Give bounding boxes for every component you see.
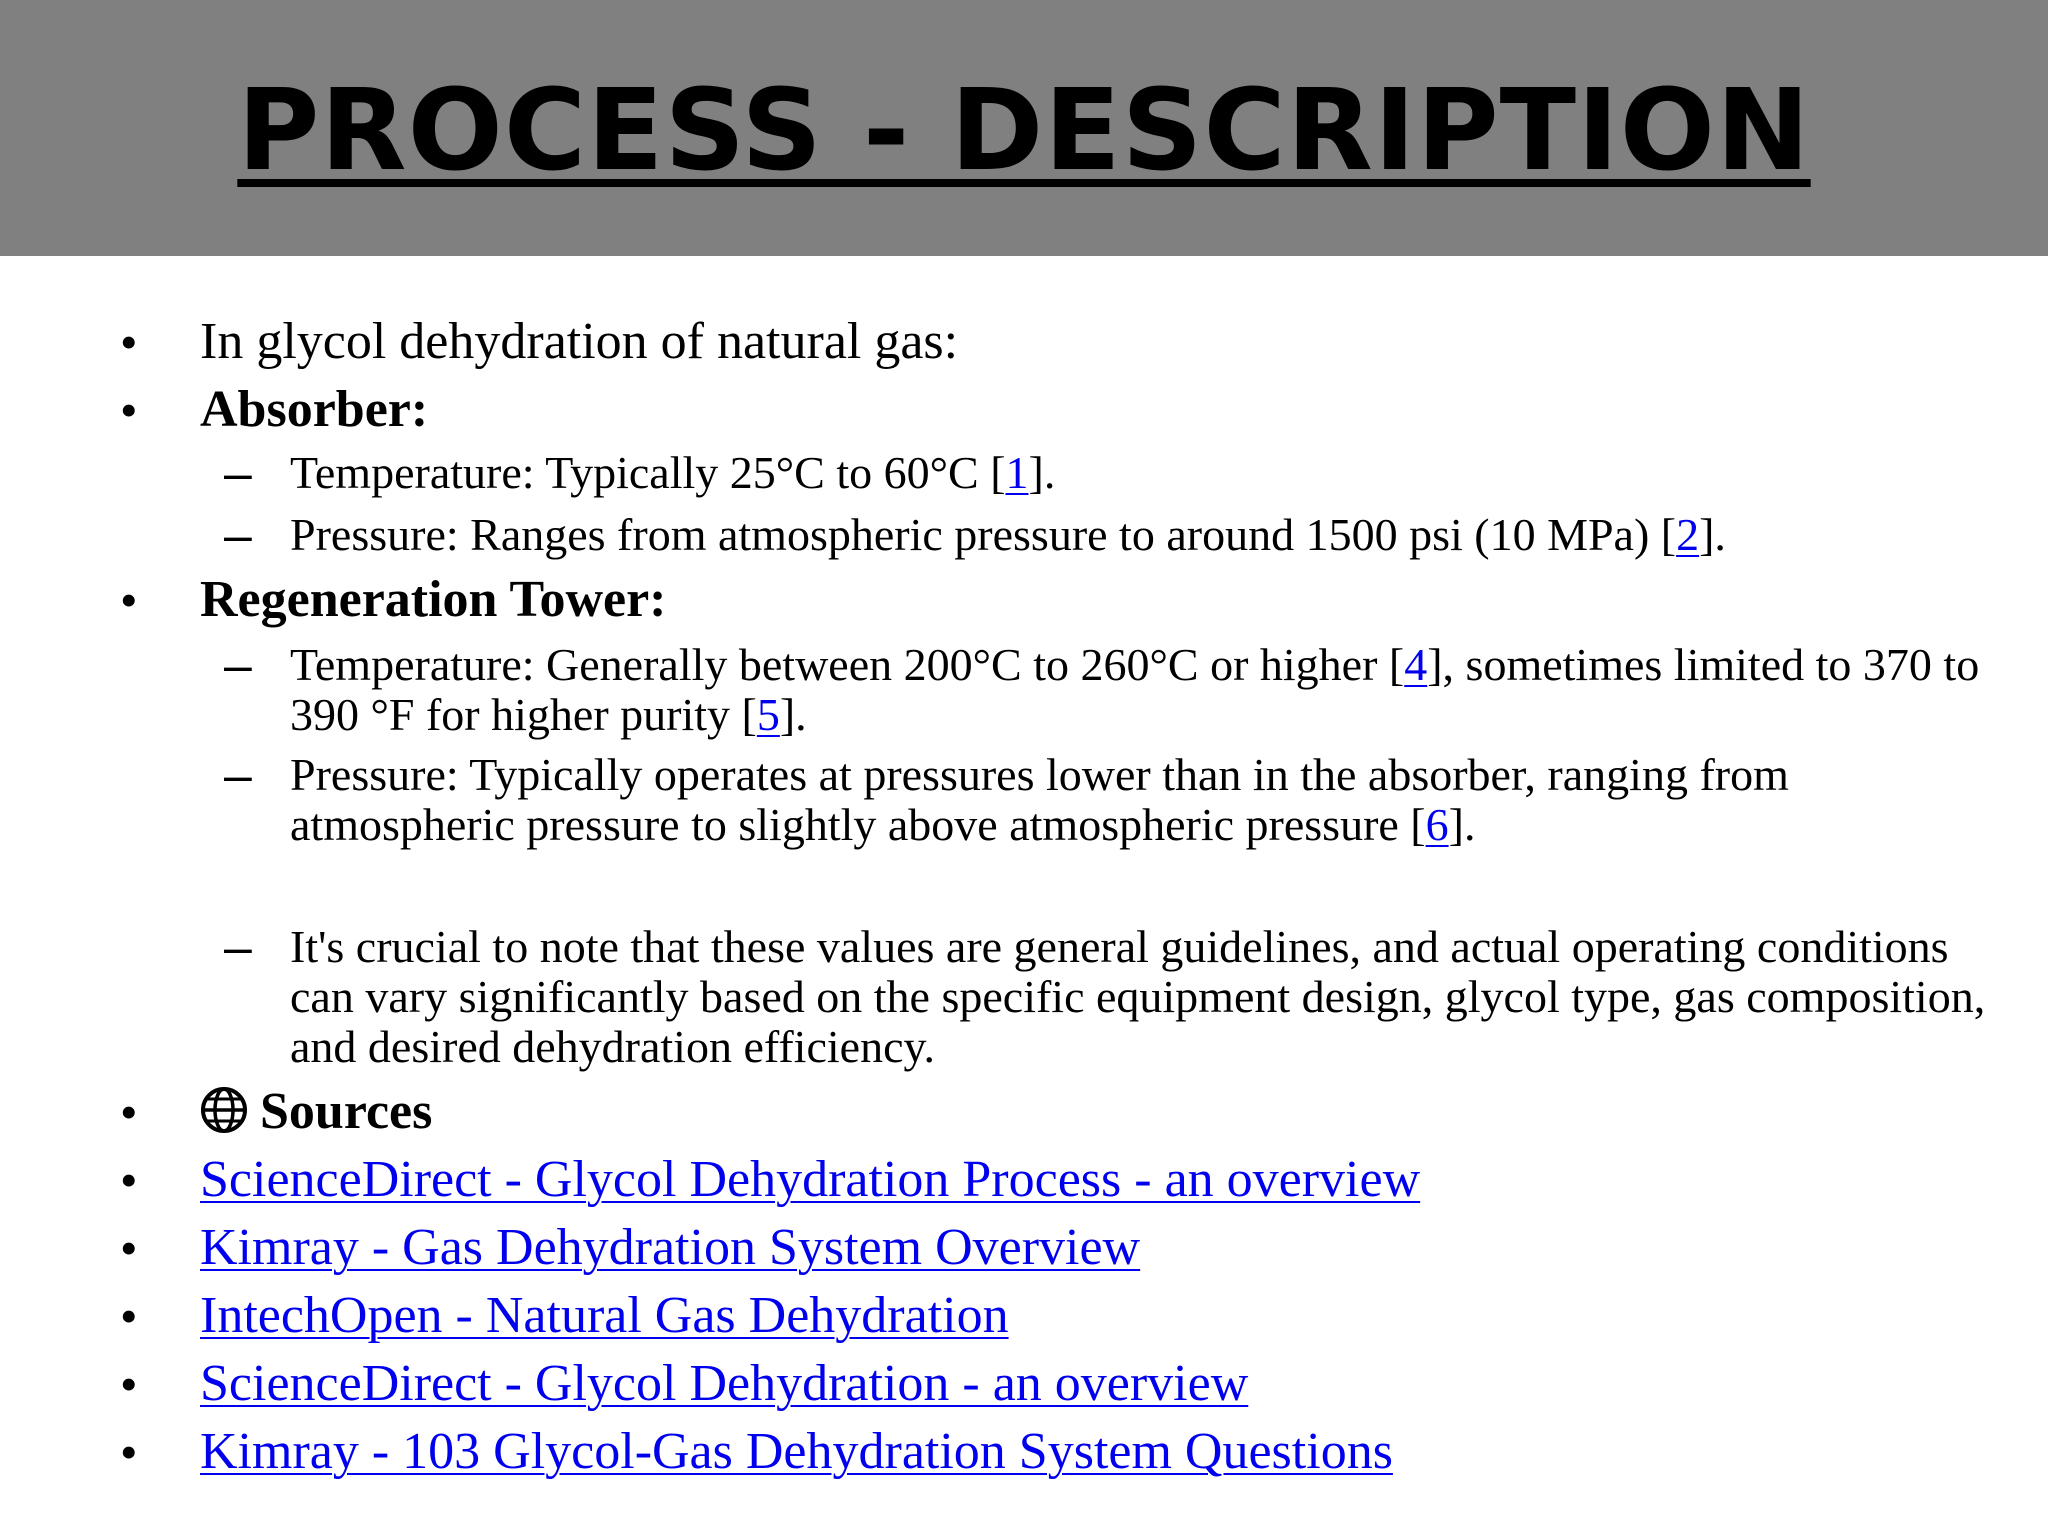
bullet-marker: • [120,1288,138,1344]
source-link-kimray-questions[interactable]: Kimray - 103 Glycol-Gas Dehydration System Questions [200,1423,1393,1480]
dash-marker: – [224,919,252,975]
bullet-marker: • [120,382,138,438]
sources-heading-row [200,1078,432,1146]
regeneration-note: It's crucial to note that these values are general guidelines, and actual operating conditions can vary significantly based on the specific equipment design, glycol type, gas composition, and desired dehydration efficiency. [290,921,1986,1072]
ref-link-6[interactable]: 6 [1425,799,1449,850]
bullet-marker: • [120,314,138,370]
source-link-sciencedirect-process[interactable]: ScienceDirect - Glycol Dehydration Process - an overview [200,1151,1421,1208]
bullet-marker: • [120,572,138,628]
bullet-marker: • [120,1424,138,1480]
ref-link-1[interactable]: 1 [1005,447,1029,498]
dash-marker: – [224,507,252,563]
source-link-sciencedirect-dehydration[interactable]: ScienceDirect - Glycol Dehydration - an overview [200,1355,1249,1412]
regeneration-pressure: Pressure: Typically operates at pressures lower than in the absorber, ranging from atmospheric pressure to slightly above atmospheric pressure [6]. [290,749,1789,850]
regeneration-heading: Regeneration Tower: [200,571,667,628]
source-link-intechopen[interactable]: IntechOpen - Natural Gas Dehydration [200,1287,1009,1344]
source-link-kimray-overview[interactable]: Kimray - Gas Dehydration System Overview [200,1219,1141,1276]
dash-marker: – [224,445,252,501]
ref-link-5[interactable]: 5 [756,689,780,740]
intro-text: In glycol dehydration of natural gas: [200,313,959,370]
ref-link-4[interactable]: 4 [1404,639,1428,690]
slide-title: PROCESS - DESCRIPTION [237,66,1811,196]
source-list-item [200,1350,1248,1418]
regeneration-temperature: Temperature: Generally between 200°C to 260°C or higher [4], sometimes limited to 370 to 390 °F for higher purity [5]. [290,639,1980,740]
bullet-marker: • [120,1356,138,1412]
dash-marker: – [224,747,252,803]
bullet-marker: • [120,1084,138,1140]
title-band [0,0,2048,256]
absorber-pressure: Pressure: Ranges from atmospheric pressure to around 1500 psi (10 MPa) [2]. [290,509,1726,560]
dash-marker: – [224,637,252,693]
sources-heading: Sources [260,1083,433,1140]
source-list-item [200,1146,1420,1214]
absorber-temperature: Temperature: Typically 25°C to 60°C [1]. [290,447,1056,498]
ref-link-2[interactable]: 2 [1676,509,1700,560]
source-list-item [200,1214,1140,1282]
globe-icon [200,1086,248,1134]
absorber-heading: Absorber: [200,381,429,438]
bullet-marker: • [120,1152,138,1208]
source-list-item [200,1282,1009,1350]
bullet-marker: • [120,1220,138,1276]
source-list-item [200,1418,1393,1486]
